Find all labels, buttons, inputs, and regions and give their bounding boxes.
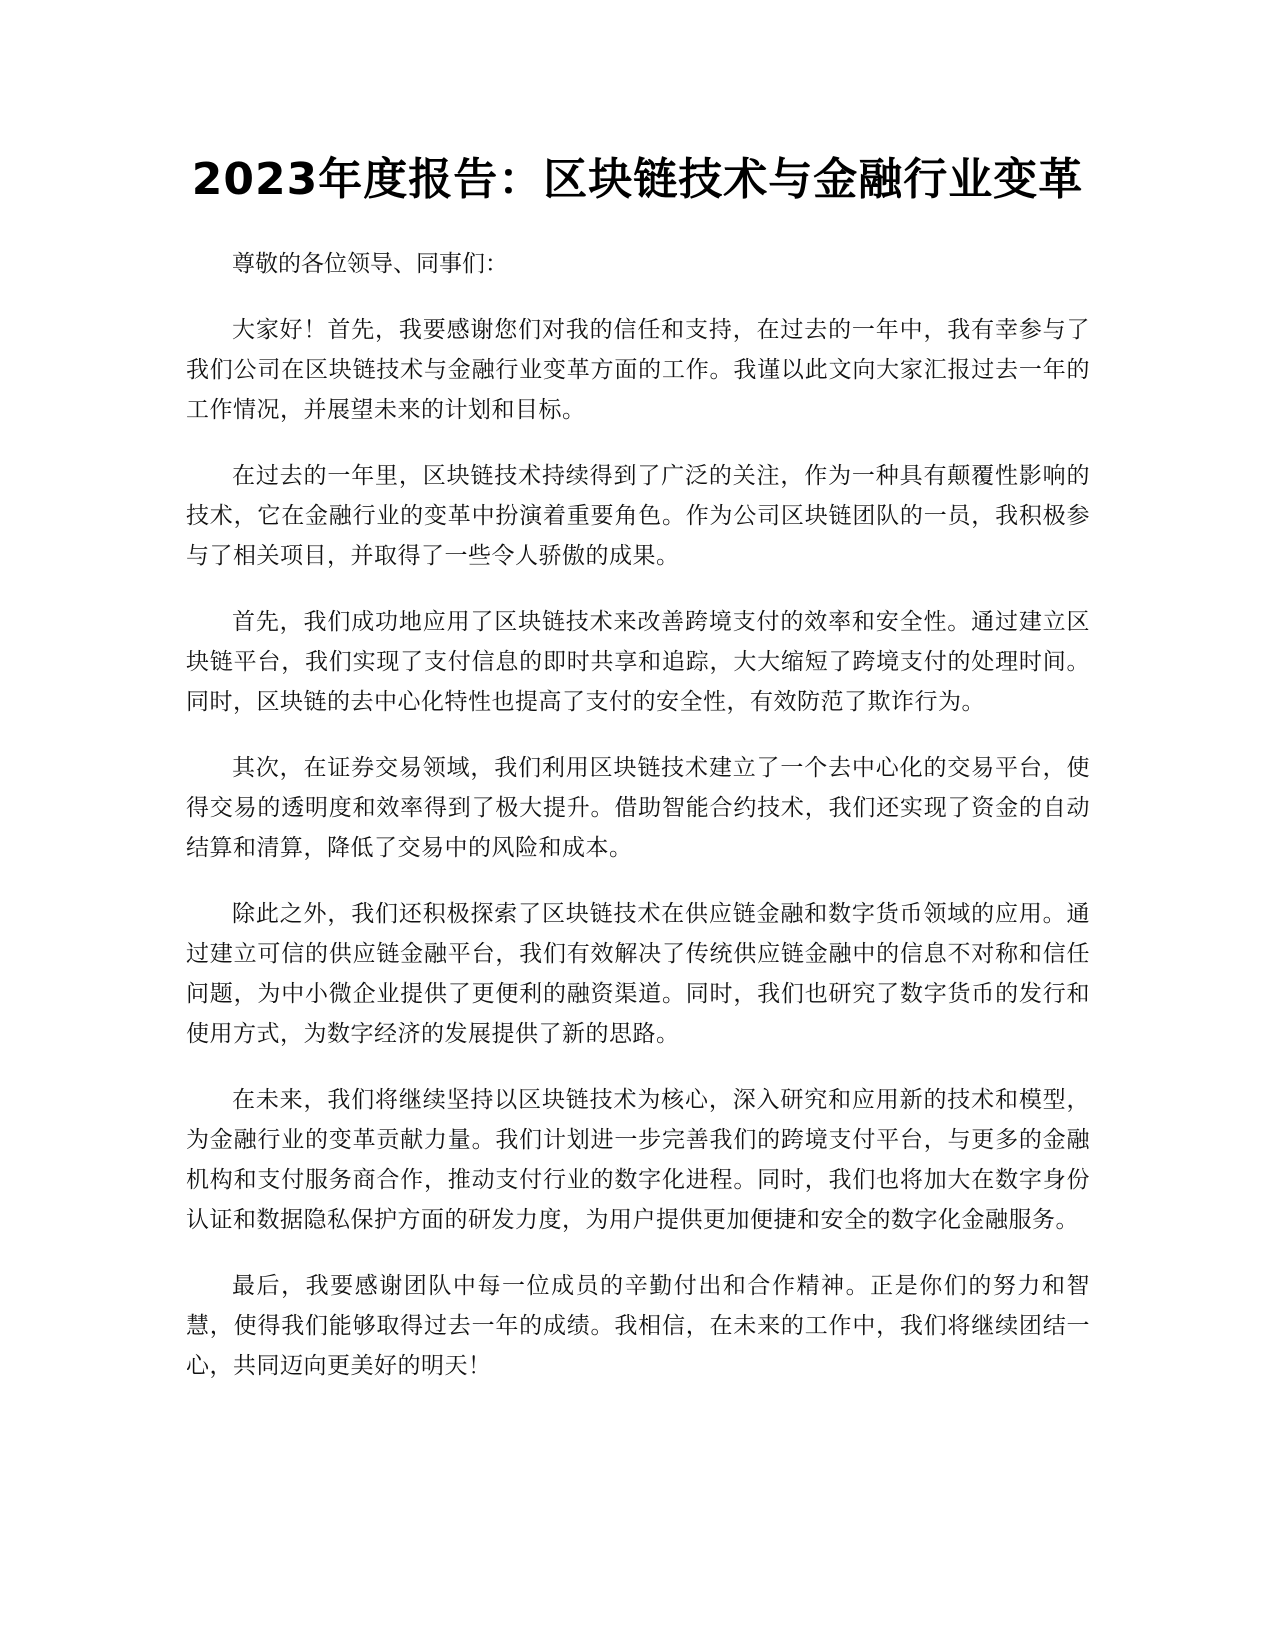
- paragraph-2: 在过去的一年里，区块链技术持续得到了广泛的关注，作为一种具有颠覆性影响的技术，它在金融行业的变革中扮演着重要角色。作为公司区块链团队的一员，我积极参与了相关项目，并取得了一些令人骄傲的成果。: [186, 463, 1090, 569]
- paragraph-1: 大家好！首先，我要感谢您们对我的信任和支持，在过去的一年中，我有幸参与了我们公司在区块链技术与金融行业变革方面的工作。我谨以此文向大家汇报过去一年的工作情况，并展望未来的计划和目标。: [186, 317, 1090, 423]
- greeting-line: 尊敬的各位领导、同事们：: [232, 251, 508, 277]
- paragraph-6: 在未来，我们将继续坚持以区块链技术为核心，深入研究和应用新的技术和模型，为金融行业的变革贡献力量。我们计划进一步完善我们的跨境支付平台，与更多的金融机构和支付服务商合作，推动支付行业的数字化进程。同时，我们也将加大在数字身份认证和数据隐私保护方面的研发力度，为用户提供更加便捷和安全的数字化金融服务。: [186, 1087, 1090, 1233]
- document-title: 2023年度报告：区块链技术与金融行业变革: [191, 154, 1084, 205]
- paragraph-7: 最后，我要感谢团队中每一位成员的辛勤付出和合作精神。正是你们的努力和智慧，使得我们能够取得过去一年的成绩。我相信，在未来的工作中，我们将继续团结一心，共同迈向更美好的明天！: [186, 1273, 1090, 1379]
- paragraph-4: 其次，在证券交易领域，我们利用区块链技术建立了一个去中心化的交易平台，使得交易的透明度和效率得到了极大提升。借助智能合约技术，我们还实现了资金的自动结算和清算，降低了交易中的风险和成本。: [186, 755, 1090, 861]
- document-body: [186, 244, 1090, 1412]
- paragraph-3: 首先，我们成功地应用了区块链技术来改善跨境支付的效率和安全性。通过建立区块链平台，我们实现了支付信息的即时共享和追踪，大大缩短了跨境支付的处理时间。同时，区块链的去中心化特性也提高了支付的安全性，有效防范了欺诈行为。: [186, 609, 1090, 715]
- paragraph-5: 除此之外，我们还积极探索了区块链技术在供应链金融和数字货币领域的应用。通过建立可信的供应链金融平台，我们有效解决了传统供应链金融中的信息不对称和信任问题，为中小微企业提供了更便利的融资渠道。同时，我们也研究了数字货币的发行和使用方式，为数字经济的发展提供了新的思路。: [186, 901, 1090, 1047]
